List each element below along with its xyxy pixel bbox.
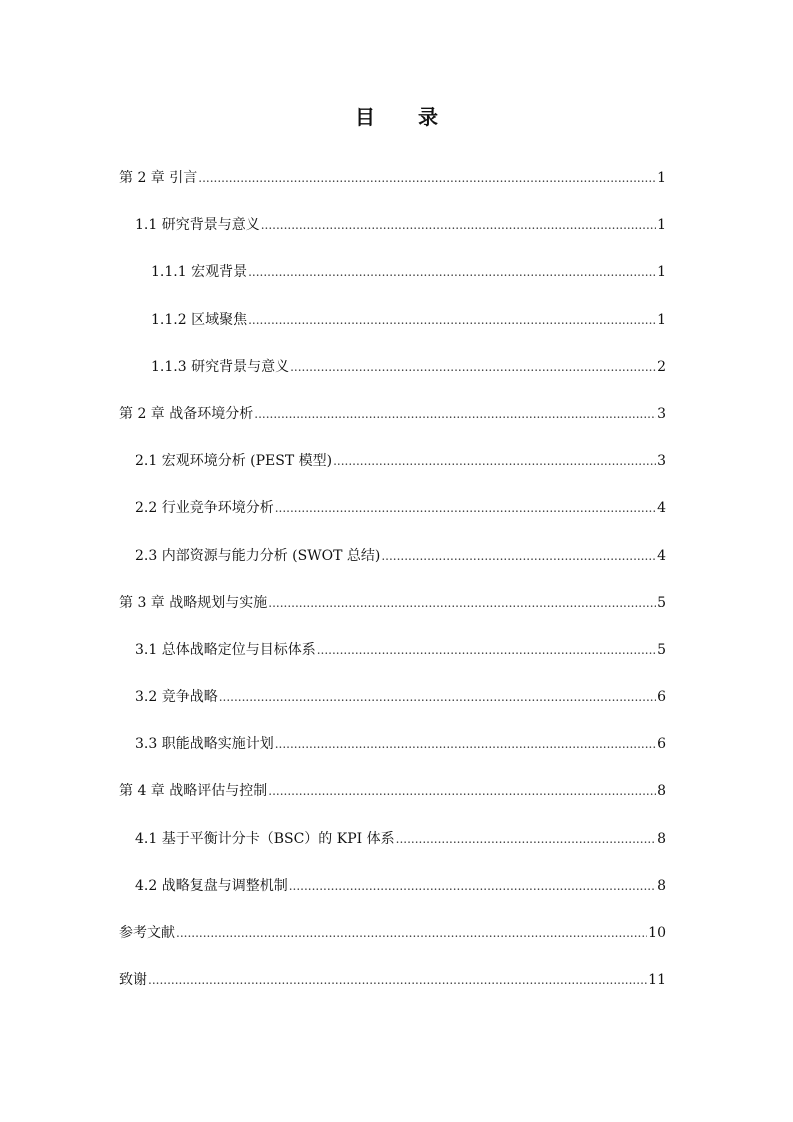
toc-page-number: 2 — [657, 358, 666, 375]
toc-entry[interactable] — [119, 685, 666, 732]
toc-page-number: 8 — [657, 783, 666, 800]
toc-entry[interactable] — [119, 968, 666, 1015]
toc-page-number: 3 — [657, 405, 666, 422]
toc-dot-leader — [219, 685, 656, 709]
toc-entry-text: 第 2 章 战备环境分析 — [119, 405, 254, 422]
toc-entry-text: 1.1.2 区域聚焦 — [151, 311, 248, 328]
toc-page-number: 5 — [657, 641, 666, 658]
toc-entry[interactable] — [119, 355, 666, 402]
toc-dot-leader — [396, 827, 656, 851]
toc-dot-leader — [248, 260, 656, 284]
toc-page-number: 4 — [657, 500, 666, 517]
toc-entry[interactable] — [119, 260, 666, 307]
toc-entry[interactable] — [119, 544, 666, 591]
toc-dot-leader — [268, 779, 656, 803]
toc-dot-leader — [275, 732, 656, 756]
toc-dot-leader — [333, 449, 656, 473]
toc-dot-leader — [254, 402, 656, 426]
toc-entry[interactable] — [119, 779, 666, 826]
toc-page-number: 1 — [657, 264, 666, 281]
toc-entry[interactable] — [119, 166, 666, 213]
toc-entry[interactable] — [119, 449, 666, 496]
toc-entry-text: 1.1.1 宏观背景 — [151, 264, 248, 281]
toc-dot-leader — [317, 638, 656, 662]
toc-page-number: 6 — [657, 689, 666, 706]
toc-page-number: 1 — [657, 217, 666, 234]
toc-entry-text: 4.1 基于平衡计分卡（BSC）的 KPI 体系 — [135, 830, 395, 847]
toc-entry-text: 1.1.3 研究背景与意义 — [151, 358, 290, 375]
toc-dot-leader — [248, 308, 656, 332]
toc-page-number: 10 — [648, 925, 666, 941]
toc-entry[interactable] — [119, 638, 666, 685]
toc-dot-leader — [176, 921, 647, 945]
toc-entry-text: 1.1 研究背景与意义 — [135, 217, 260, 234]
toc-page-number: 6 — [657, 736, 666, 753]
toc-dot-leader — [289, 874, 656, 898]
toc-dot-leader — [290, 355, 656, 379]
toc-entry-text: 致谢 — [119, 972, 147, 989]
toc-entry[interactable] — [119, 496, 666, 543]
toc-dot-leader — [381, 544, 656, 568]
toc-page-number: 1 — [657, 311, 666, 328]
toc-list — [119, 166, 666, 1015]
toc-entry[interactable] — [119, 732, 666, 779]
toc-entry[interactable] — [119, 827, 666, 874]
toc-dot-leader — [198, 166, 656, 190]
toc-entry-text: 第 3 章 战略规划与实施 — [119, 594, 268, 611]
toc-entry-text: 3.1 总体战略定位与目标体系 — [135, 641, 316, 658]
toc-entry-text: 2.3 内部资源与能力分析 (SWOT 总结) — [135, 547, 381, 564]
toc-entry-text: 2.2 行业竞争环境分析 — [135, 500, 274, 517]
toc-entry[interactable] — [119, 921, 666, 968]
toc-dot-leader — [268, 591, 656, 615]
toc-entry-text: 第 4 章 战略评估与控制 — [119, 783, 268, 800]
toc-page-number: 1 — [657, 170, 666, 186]
toc-page-number: 5 — [657, 594, 666, 611]
toc-entry[interactable] — [119, 308, 666, 355]
toc-entry[interactable] — [119, 591, 666, 638]
toc-entry-text: 参考文献 — [119, 925, 175, 941]
toc-entry[interactable] — [119, 402, 666, 449]
toc-dot-leader — [275, 496, 656, 520]
toc-page-number: 4 — [657, 547, 666, 564]
toc-page-number: 8 — [657, 830, 666, 847]
toc-dot-leader — [148, 968, 647, 992]
toc-page-number: 3 — [657, 453, 666, 470]
toc-entry-text: 2.1 宏观环境分析 (PEST 模型) — [135, 453, 333, 470]
toc-entry-text: 3.2 竞争战略 — [135, 689, 218, 706]
toc-title: 目 录 — [355, 105, 456, 129]
toc-entry-text: 3.3 职能战略实施计划 — [135, 736, 274, 753]
toc-page-number: 11 — [648, 972, 666, 989]
toc-entry[interactable] — [119, 874, 666, 921]
toc-entry-text: 4.2 战略复盘与调整机制 — [135, 877, 288, 894]
toc-page-number: 8 — [657, 877, 666, 894]
toc-entry[interactable] — [119, 213, 666, 260]
toc-dot-leader — [261, 213, 656, 237]
toc-entry-text: 第 2 章 引言 — [119, 170, 198, 186]
